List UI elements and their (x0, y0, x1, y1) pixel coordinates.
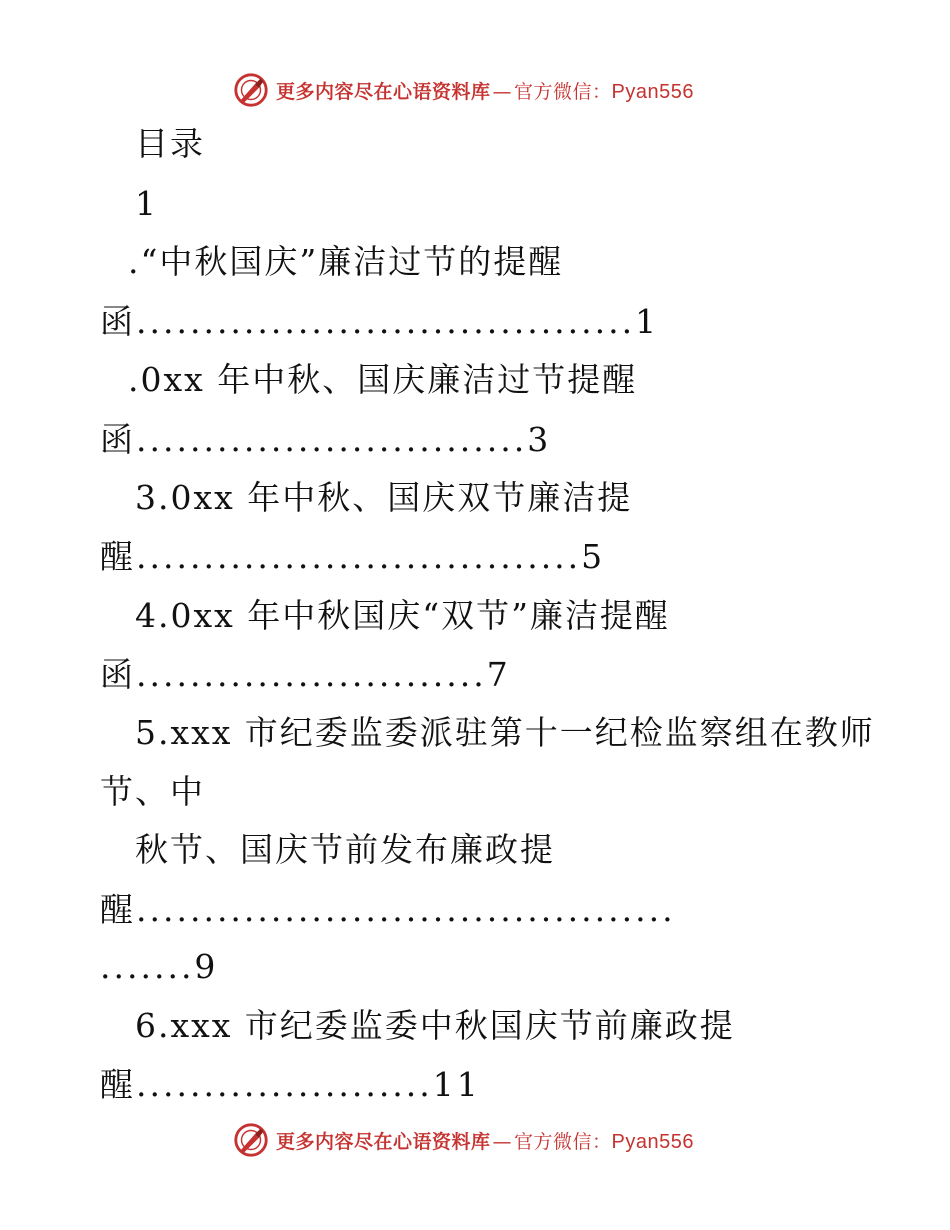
watermark-footer (232, 1120, 694, 1160)
toc-entry-6-leader: 醒......................11 (100, 1065, 481, 1104)
toc-entry-6-title: 6.xxx 市纪委监委中秋国庆节前廉政提 (135, 1006, 735, 1045)
toc-title: 目录 (135, 124, 205, 163)
watermark-text (276, 77, 694, 104)
toc-entry-5-title: 5.xxx 市纪委监委派驻第十一纪检监察组在教师 (135, 713, 875, 752)
watermark-header (232, 70, 694, 110)
toc-entry-2-title: .0xx 年中秋、国庆廉洁过节提醒 (128, 360, 638, 399)
toc-entry-5-title-cont2: 秋节、国庆节前发布廉政提 (135, 830, 555, 869)
watermark-separator: — (492, 80, 513, 103)
watermark-label: 官方微信： (514, 1130, 612, 1153)
toc-entry-3-title: 3.0xx 年中秋、国庆双节廉洁提 (135, 478, 633, 517)
toc-entry-5-title-cont: 节、中 (100, 772, 205, 811)
toc-line-1: 1 (135, 184, 158, 223)
toc-entry-1-leader: 函.....................................1 (100, 302, 660, 341)
toc-entry-2-leader: 函.............................3 (100, 420, 552, 459)
watermark-label: 官方微信： (514, 80, 612, 103)
toc-entry-1-title: .“中秋国庆”廉洁过节的提醒 (128, 242, 564, 281)
toc-entry-3-leader: 醒.................................5 (100, 537, 606, 576)
watermark-brand: 更多内容尽在心语资料库 (276, 80, 491, 103)
watermark-account: Pyan556 (611, 80, 694, 103)
watermark-brand: 更多内容尽在心语资料库 (276, 1130, 491, 1153)
toc-entry-4-leader: 函..........................7 (100, 655, 511, 694)
toc-entry-5-leader: 醒........................................ (100, 890, 676, 929)
toc-entry-5-leader-cont: .......9 (100, 947, 219, 986)
pen-logo-icon (232, 1121, 270, 1159)
watermark-account: Pyan556 (611, 1130, 694, 1153)
watermark-text (276, 1127, 694, 1154)
watermark-separator: — (492, 1130, 513, 1153)
toc-entry-4-title: 4.0xx 年中秋国庆“双节”廉洁提醒 (135, 596, 670, 635)
pen-logo-icon (232, 71, 270, 109)
